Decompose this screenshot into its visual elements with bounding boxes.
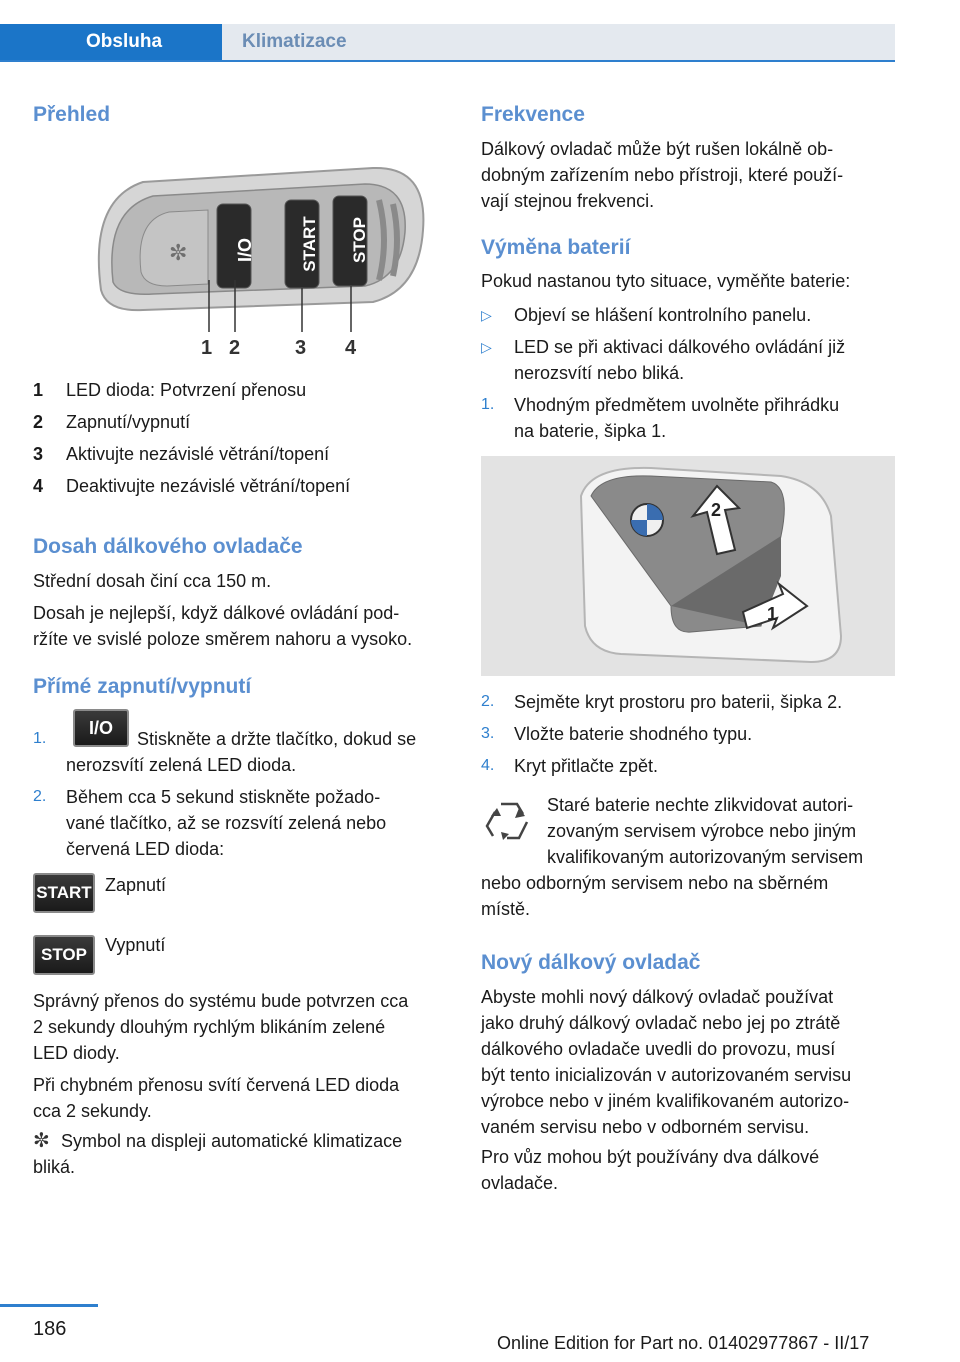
two-remotes-paragraph: Pro vůz mohou být používány dva dálkové xyxy=(481,1147,820,1167)
key-fob-illustration xyxy=(83,160,433,360)
recycle-paragraph: nebo odborným servisem nebo na sběrném xyxy=(481,873,829,893)
figure-label-2: 2 xyxy=(229,337,241,359)
frequency-paragraph: dobným zařízením nebo přístroji, které použí‐ xyxy=(481,165,844,185)
step-number: 1. xyxy=(481,396,495,413)
figure-label-4: 4 xyxy=(345,337,357,359)
step-text: Během cca 5 sekund stiskněte požado‐ xyxy=(66,787,381,807)
io-button-icon: I/O xyxy=(73,709,129,747)
new-remote-paragraph: být tento inicializován v autorizovaném servisu xyxy=(481,1065,852,1085)
arrow-label-2: 2 xyxy=(711,500,722,520)
figure-legend xyxy=(33,377,453,497)
confirm-paragraph: Správný přenos do systému bude potvrzen cca xyxy=(33,991,409,1011)
symbol-paragraph: Symbol na displeji automatické klimatizace xyxy=(61,1131,403,1151)
legend-text: Zapnutí/vypnutí xyxy=(66,412,191,432)
footer-rule xyxy=(0,1304,98,1307)
stop-description: Vypnutí xyxy=(105,935,166,955)
step-text: na baterie, šipka 1. xyxy=(514,421,667,441)
legend-num: 1 xyxy=(33,380,44,400)
step-number: 2. xyxy=(481,693,495,710)
new-remote-paragraph: dálkového ovladače uvedli do provozu, musí xyxy=(481,1039,836,1059)
legend-text: Deaktivujte nezávislé větrání/topení xyxy=(66,476,351,496)
error-paragraph: Při chybném přenosu svítí červená LED dioda xyxy=(33,1075,400,1095)
start-button-icon: START xyxy=(33,873,95,913)
bullet-text: LED se při aktivaci dálkového ovládání již xyxy=(514,337,846,357)
bullet-text: Objeví se hlášení kontrolního panelu. xyxy=(514,305,812,325)
legend-num: 4 xyxy=(33,476,44,496)
recycle-icon xyxy=(483,796,535,846)
page-number: 186 xyxy=(33,1318,67,1340)
fan-icon: ✼ xyxy=(169,241,188,266)
figure-btn-start: START xyxy=(300,216,319,272)
heading-new-remote: Nový dálkový ovladač xyxy=(481,951,701,974)
range-paragraph: Dosah je nejlepší, když dálkové ovládání pod‐ xyxy=(33,603,400,623)
new-remote-paragraph: jako druhý dálkový ovladač nebo jej po ztrátě xyxy=(481,1013,841,1033)
legend-text: LED dioda: Potvrzení přenosu xyxy=(66,380,307,400)
range-paragraph: Střední dosah činí cca 150 m. xyxy=(33,571,272,591)
stop-button-icon: STOP xyxy=(33,935,95,975)
heading-frequency: Frekvence xyxy=(481,103,585,126)
step-number: 2. xyxy=(33,788,47,805)
header-tabs xyxy=(0,24,895,62)
recycle-paragraph: místě. xyxy=(481,899,531,919)
figure-label-1: 1 xyxy=(201,337,213,359)
new-remote-paragraph: výrobce nebo v jiném kvalifikovaném autorizo‐ xyxy=(481,1091,850,1111)
heading-overview: Přehled xyxy=(33,103,111,126)
bullet-triangle-icon: ▷ xyxy=(481,307,492,323)
range-paragraph: ržíte ve svislé poloze směrem nahoru a vysoko. xyxy=(33,629,413,649)
step-number: 1. xyxy=(33,730,47,747)
heading-direct-onoff: Přímé zapnutí/vypnutí xyxy=(33,675,252,698)
step-text: Kryt přitlačte zpět. xyxy=(514,756,659,776)
symbol-paragraph: bliká. xyxy=(33,1157,76,1177)
figure-label-3: 3 xyxy=(295,337,307,359)
new-remote-paragraph: Abyste mohli nový dálkový ovladač používat xyxy=(481,987,834,1007)
confirm-paragraph: LED diody. xyxy=(33,1043,120,1063)
tab-obsluha[interactable]: Obsluha xyxy=(0,24,222,60)
frequency-paragraph: Dálkový ovladač může být rušen lokálně ob‐ xyxy=(481,139,834,159)
tab-klimatizace[interactable]: Klimatizace xyxy=(222,24,895,60)
step-text: Stiskněte a držte tlačítko, dokud se xyxy=(137,729,417,749)
bullet-triangle-icon: ▷ xyxy=(481,339,492,355)
recycle-paragraph: Staré baterie nechte zlikvidovat autori‐ xyxy=(547,795,854,815)
legend-text: Aktivujte nezávislé větrání/topení xyxy=(66,444,330,464)
edition-note: Online Edition for Part no. 01402977867 - II/17 xyxy=(497,1333,870,1353)
start-description: Zapnutí xyxy=(105,875,167,895)
heading-battery-replacement: Výměna baterií xyxy=(481,236,631,259)
legend-num: 3 xyxy=(33,444,44,464)
step-number: 3. xyxy=(481,725,495,742)
heading-range: Dosah dálkového ovladače xyxy=(33,535,303,558)
figure-btn-io: I/O xyxy=(235,237,255,263)
battery-cover-illustration xyxy=(481,456,895,676)
figure-btn-stop: STOP xyxy=(350,217,369,263)
battery-intro: Pokud nastanou tyto situace, vyměňte baterie: xyxy=(481,271,851,291)
recycle-paragraph: zovaným servisem výrobce nebo jiným xyxy=(547,821,857,841)
legend-num: 2 xyxy=(33,412,44,432)
bullet-text: nerozsvítí nebo bliká. xyxy=(514,363,685,383)
new-remote-paragraph: vaném servisu nebo v odborném servisu. xyxy=(481,1117,810,1137)
step-number: 4. xyxy=(481,757,495,774)
arrow-label-1: 1 xyxy=(767,604,778,624)
step-text: červená LED dioda: xyxy=(66,839,225,859)
two-remotes-paragraph: ovladače. xyxy=(481,1173,559,1193)
frequency-paragraph: vají stejnou frekvenci. xyxy=(481,191,655,211)
confirm-paragraph: 2 sekundy dlouhým rychlým blikáním zelené xyxy=(33,1017,386,1037)
step-text: nerozsvítí zelená LED dioda. xyxy=(66,755,297,775)
step-text: vané tlačítko, až se rozsvítí zelená nebo xyxy=(66,813,387,833)
error-paragraph: cca 2 sekundy. xyxy=(33,1101,152,1121)
fan-icon: ✼ xyxy=(33,1130,50,1152)
recycle-paragraph: kvalifikovaným autorizovaným servisem xyxy=(547,847,864,867)
step-text: Sejměte kryt prostoru pro baterii, šipka 2. xyxy=(514,692,843,712)
step-text: Vložte baterie shodného typu. xyxy=(514,724,753,744)
step-text: Vhodným předmětem uvolněte přihrádku xyxy=(514,395,840,415)
